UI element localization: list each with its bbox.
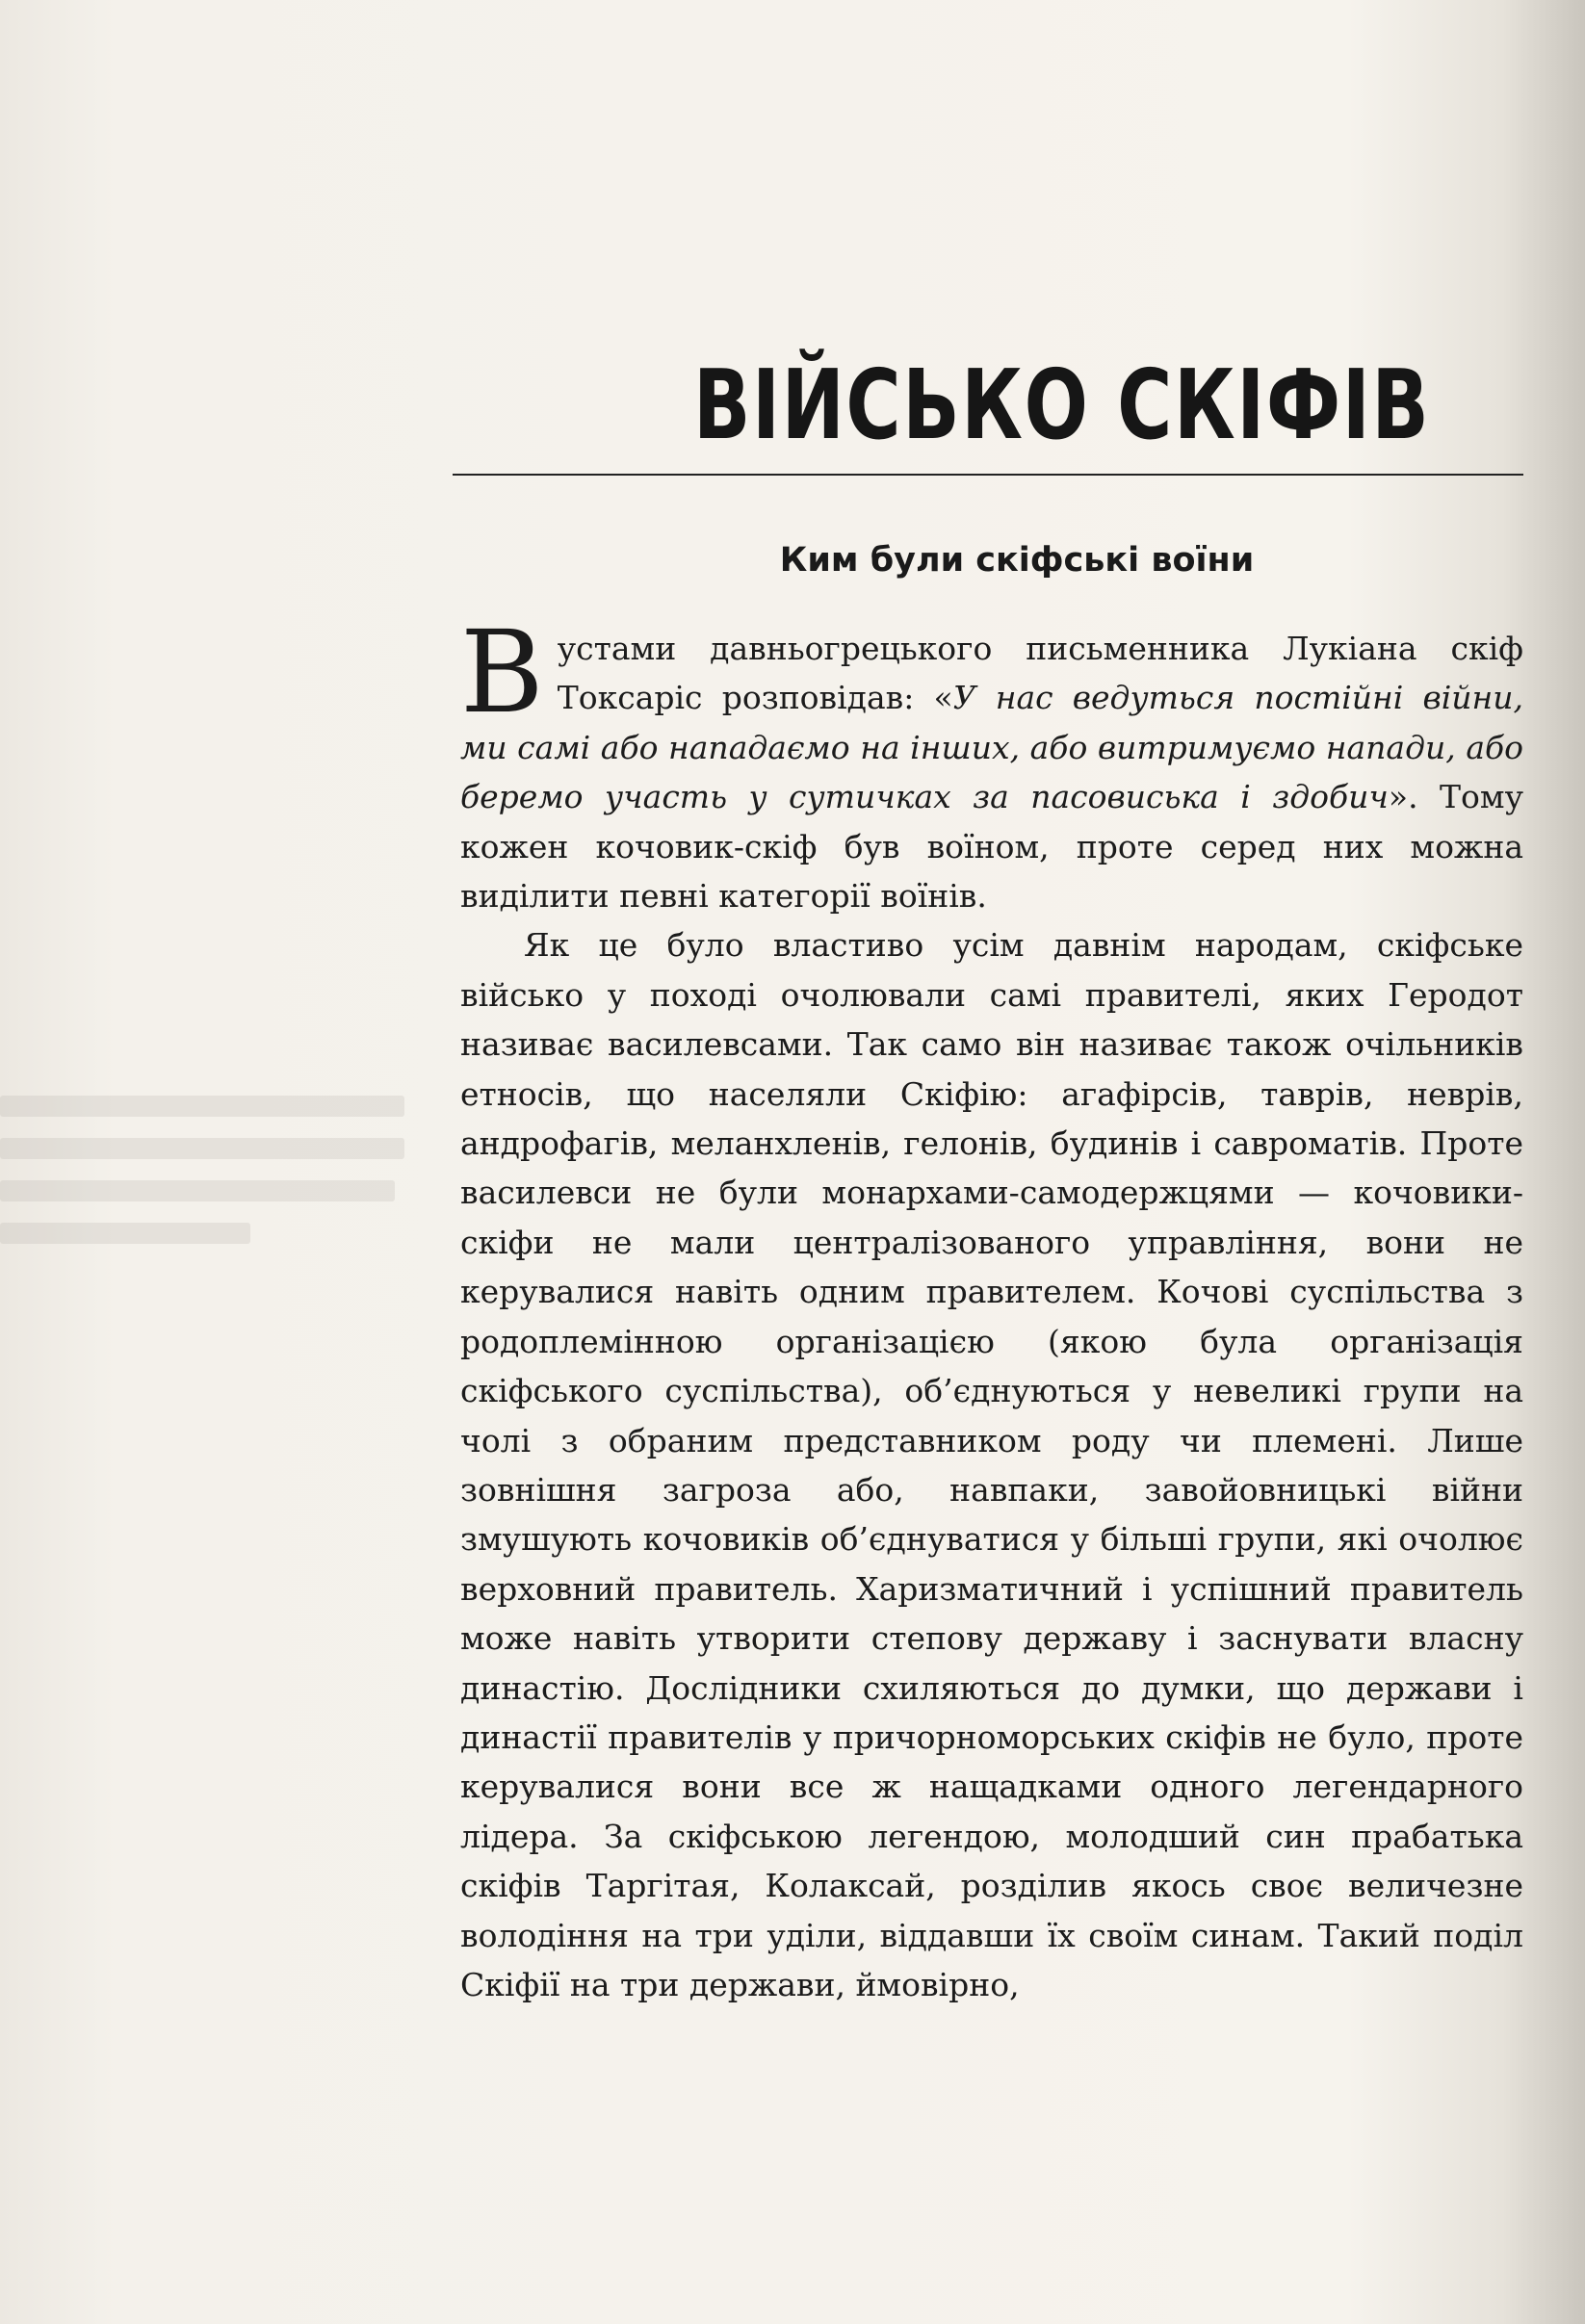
drop-cap: В xyxy=(460,606,544,738)
paragraph-2: Як це було властиво усім давнім народам, скіфське військо у поході очолювали самі правителі, яких Геродот називає василевсами. Так само він називає також очільників етносів, що населяли Скіфію: агафірсів, таврів, неврів, андрофагів, меланхленів, гелонів, будинів і савроматів. Проте василевси не були монархами-самодержцями — кочовики-скіфи не мали централізованого управління, вони не керувалися навіть одним правителем. Кочові суспільства з родоплемінною організацією (якою була організація скіфського суспільства), об’єднуються у невеликі групи на чолі з обраним представником роду чи племені. Лише зовнішня загроза або, навпаки, завойовницькі війни змушують кочовиків об’єднуватися у більші групи, які очолює верховний правитель. Харизматичний і успішний правитель може навіть утворити степову державу і заснувати власну династію. Дослідники схиляються до думки, що держави і династії правителів у причорноморських скіфів не було, проте керувалися вони все ж нащадками одного легендарного лідера. За скіфською легендою, молодший син прабатька скіфів Таргітая, Колаксай, розділив якось своє величезне володіння на три уділи, віддавши їх своїм синам. Такий поділ Скіфії на три держави, ймовірно, xyxy=(460,926,1523,2003)
paragraph-1 xyxy=(460,606,1523,920)
title-divider xyxy=(453,474,1523,476)
section-subtitle: Ким були скіфські воїни xyxy=(779,541,1255,580)
body-text xyxy=(460,606,1523,2009)
quotation: У нас ведуться постійні війни, ми самі або нападаємо на інших, або витримуємо напади, або беремо участь у сутичках за пасовиська і здобич xyxy=(460,679,1523,816)
page-title: ВІЙСЬКО СКІФІВ xyxy=(693,349,1431,461)
paragraph-1-intro: устами давньогрецького письменника Лукіана скіф Токсаріс розповідав: « xyxy=(557,630,1523,717)
bleed-through-shadow xyxy=(0,0,453,2324)
paragraph-1-outro: ». Тому кожен кочовик-скіф був воїном, проте серед них можна виділити певні категорії воїнів. xyxy=(460,778,1523,916)
